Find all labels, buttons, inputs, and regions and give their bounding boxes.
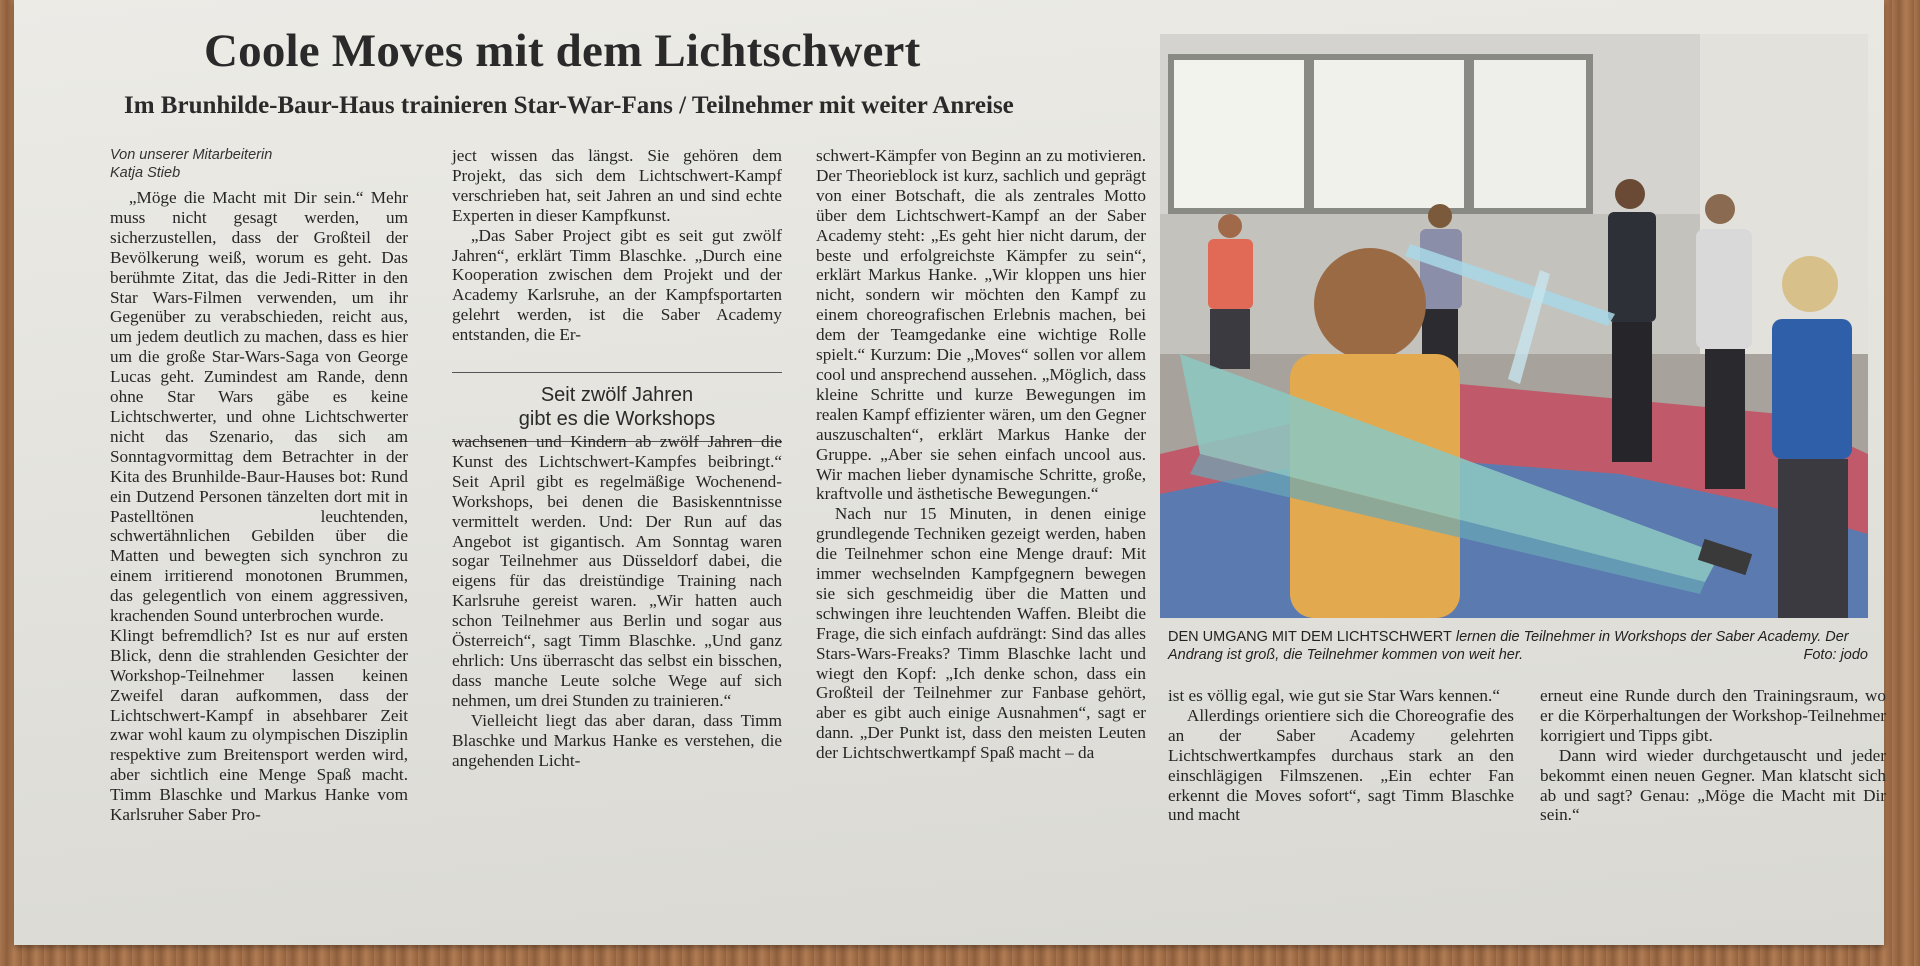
article-column-4 <box>1168 686 1514 825</box>
byline <box>110 146 408 182</box>
newspaper-clipping <box>14 0 1884 945</box>
article-column-2-continued <box>452 432 782 770</box>
paragraph: wachsenen und Kindern ab zwölf Jahren die Kunst des Lichtschwert-Kampfes beibringt.“ Seit April gibt es regelmäßige Wochenend-Workshops, bei denen die Basiskenntnisse vermittelt werden. Und: Der Run auf das Angebot ist gigantisch. Am Sonntag waren sogar Teilnehmer aus Düsseldorf dabei, die eigens für das dreistündige Training nach Karlsruhe gereist waren. „Wir hatten auch schon Teilnehmer aus Berlin und sogar aus Österreich“, sagt Timm Blaschke. „Und ganz ehrlich: Uns überrascht das selbst ein bisschen, dass manche Leute solche Wege auf sich nehmen, um drei Stunden zu trainieren.“ <box>452 432 782 710</box>
caption-lead: DEN UMGANG MIT DEM LICHTSCHWERT <box>1168 629 1452 645</box>
pull-quote-line: gibt es die Workshops <box>518 408 716 430</box>
pull-quote-line: Seit zwölf Jahren <box>540 384 694 406</box>
article-column-5 <box>1540 686 1886 825</box>
paragraph: Allerdings orientiere sich die Choreografie des an der Saber Academy gelehrten Lichtschwertkampfes durchaus stark an den einschlägigen Filmszenen. „Ein echter Fan erkennt die Moves sofort“, sagt Timm Blaschke und macht <box>1168 705 1514 825</box>
byline-author: Katja Stieb <box>110 165 181 181</box>
paragraph: ject wissen das längst. Sie gehören dem Projekt, das sich dem Lichtschwert-Kampf verschrieben hat, seit Jahren an und sind echte Experten in dieser Kampfkunst. <box>452 146 782 225</box>
photo-caption <box>1168 628 1868 664</box>
paragraph: „Möge die Macht mit Dir sein.“ Mehr muss nicht gesagt werden, um sicherzustellen, dass der Großteil der Bevölkerung weiß, worum es geht. Das berühmte Zitat, das die Jedi-Ritter in den Star Wars-Filmen verwenden, um ihr Gegenüber zu verabschieden, reicht aus, um jedem deutlich zu machen, dass es hier um die große Star-Wars-Saga von George Lucas geht. Zumindest am Rande, denn ohne Star Wars gäbe es keine Lichtschwerter, und ohne Lichtschwerter nicht das Szenario, das sich am Sonntagvormittag dem Betrachter in der Kita des Brunhilde-Baur-Hauses bot: Rund ein Dutzend Personen tänzelten dort mit in Pastelltönen leuchtenden, schwertähnlichen Gebilden über die Matten und bewegten sich synchron zu einem irritierend monotonen Brummen, das gelegentlich von einem aggressiven, krachenden Sound unterbrochen wurde. <box>110 188 408 626</box>
subheadline: Im Brunhilde-Baur-Haus trainieren Star-War-Fans / Teilnehmer mit weiter Anreise <box>124 92 1014 119</box>
paragraph: Vielleicht liegt das aber daran, dass Timm Blaschke und Markus Hanke es verstehen, die angehenden Licht- <box>452 710 782 770</box>
headline: Coole Moves mit dem Lichtschwert <box>204 25 921 77</box>
photo-credit: Foto: jodo <box>1803 647 1868 663</box>
paragraph: Nach nur 15 Minuten, in denen einige grundlegende Techniken gezeigt werden, haben die Teilnehmer schon eine Menge drauf: Mit immer wechselnden Kampfgegnern bewegen sie sich geschmeidig über die Matten und schwingen ihre leuchtenden Waffen. Bleibt die Frage, die sich einfach aufdrängt: Sind das alles Stars-Wars-Freaks? Timm Blaschke lacht und wiegt den Kopf: „Ich denke schon, dass ein Großteil der Teilnehmer zur Fanbase gehört, aber es gibt auch einige Ausnahmen“, sagt er dann. „Der Punkt ist, dass den meisten Leuten der Lichtschwertkampf Spaß macht – da <box>816 504 1146 763</box>
byline-role: Von unserer Mitarbeiterin <box>110 147 273 163</box>
article-column-1 <box>110 146 408 825</box>
paragraph: erneut eine Runde durch den Trainingsraum, wo er die Körperhaltungen der Workshop-Teilnehmer korrigiert und Tipps gibt. <box>1540 686 1886 745</box>
paragraph: ist es völlig egal, wie gut sie Star Wars kennen.“ <box>1168 686 1500 705</box>
article-column-2 <box>452 146 782 345</box>
article-column-3 <box>816 146 1146 763</box>
article-photo <box>1160 34 1868 618</box>
paragraph: „Das Saber Project gibt es seit gut zwölf Jahren“, erklärt Timm Blaschke. „Durch eine Kooperation zwischen dem Projekt und der Academy Karlsruhe, an der Kampfsportarten gelehrt werden, ist die Saber Academy entstanden, die Er- <box>452 225 782 345</box>
paragraph: schwert-Kämpfer von Beginn an zu motivieren. Der Theorieblock ist kurz, sachlich und geprägt von einer Botschaft, die als zentrales Motto über dem Lichtschwert-Kampf an der Saber Academy steht: „Es geht hier nicht darum, der beste und erfolgreichste Kämpfer zu sein“, erklärt Markus Hanke. „Wir kloppen uns hier nicht, sondern wir möchten den Kampf zu einem choreografischen Erlebnis machen, bei dem der Teamgedanke eine wichtige Rolle spielt.“ Kurzum: Die „Moves“ sollen vor allem cool und ansprechend aussehen. „Möglich, dass kleine Schritte und kurze Bewegungen im realen Kampf effizienter wären, um den Gegner auszuschalten“, erklärt Markus Hanke der Gruppe. „Aber sie sehen einfach uncool aus. Wir machen lieber dynamische Schritte, große, kraftvolle und ästhetische Bewegungen.“ <box>816 146 1146 504</box>
paragraph: Klingt befremdlich? Ist es nur auf ersten Blick, denn die strahlenden Gesichter der Workshop-Teilnehmer lassen keinen Zweifel daran aufkommen, dass der Lichtschwert-Kampf in absehbarer Zeit zwar wohl kaum zu olympischen Disziplin respektive zum Breitensport werden wird, aber sichtlich eine Menge Spaß macht. Timm Blaschke und Markus Hanke vom Karlsruher Saber Pro- <box>110 625 408 825</box>
lightsaber-training-photo <box>1160 34 1868 618</box>
paragraph: Dann wird wieder durchgetauscht und jeder bekommt einen neuen Gegner. Man klatscht sich ab und sagt? Genau: „Möge die Macht mit Dir sein.“ <box>1540 745 1886 825</box>
caption-text: lernen die Teilnehmer in Workshops der Saber Academy. Der Andrang ist groß, die Teilnehmer kommen von weit her. <box>1168 629 1849 663</box>
